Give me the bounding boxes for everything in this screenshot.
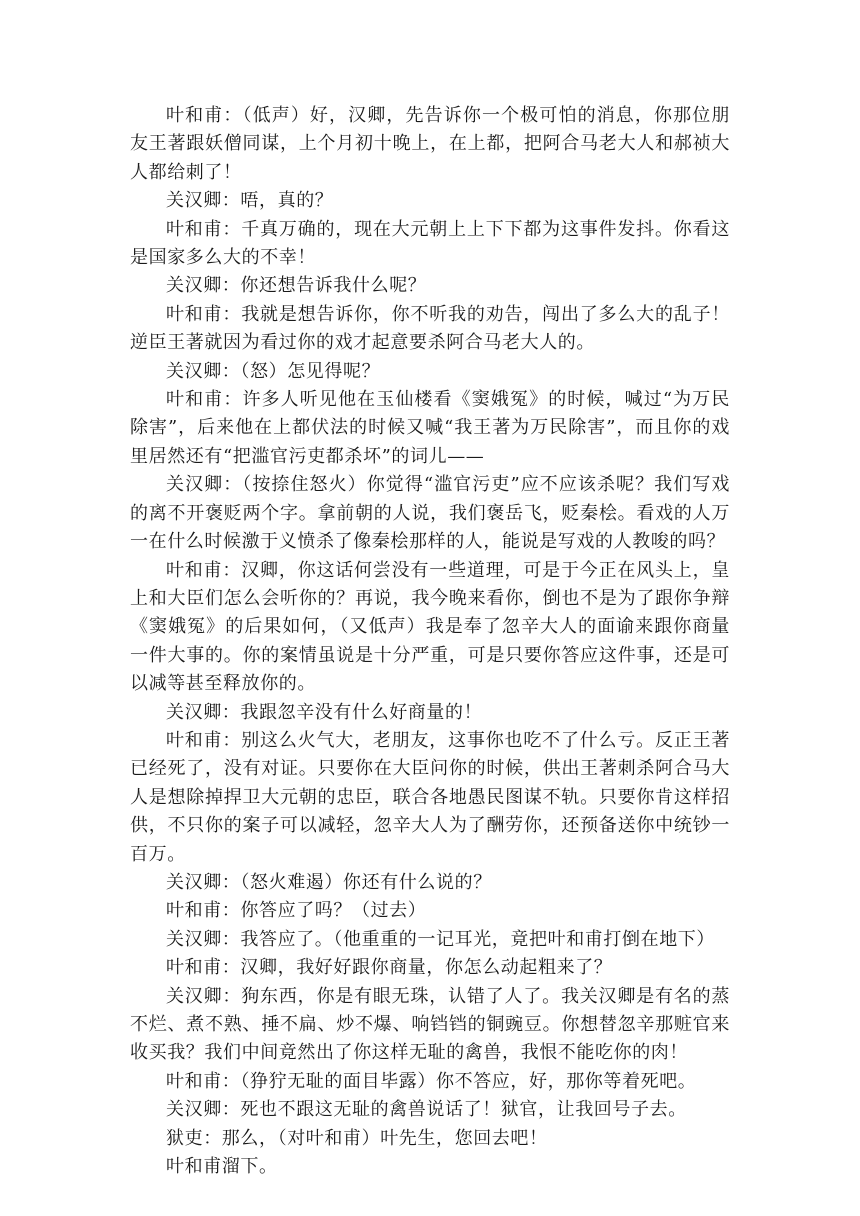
paragraph: 叶和甫溜下。 — [166, 1156, 278, 1178]
paragraph: 叶和甫：千真万确的，现在大元朝上上下下都为这事件发抖。你看这是国家多么大的不幸！ — [130, 218, 730, 269]
script-text — [130, 102, 730, 1181]
paragraph: 叶和甫：汉卿，我好好跟你商量，你怎么动起粗来了？ — [166, 957, 613, 979]
paragraph: 叶和甫：许多人听见他在玉仙楼看《窦娥冤》的时候，喊过“为万民除害”，后来他在上都伏法的时候又喊“我王著为万民除害”，而且你的戏里居然还有“把滥官污吏都杀坏”的词儿—— — [130, 389, 730, 467]
paragraph: 关汉卿：唔，真的？ — [166, 190, 334, 212]
paragraph: 关汉卿：（怒）怎见得呢？ — [166, 360, 381, 382]
paragraph: 关汉卿：我跟忽辛没有什么好商量的！ — [166, 701, 483, 723]
paragraph: 关汉卿：你还想告诉我什么呢？ — [166, 275, 427, 297]
paragraph: 叶和甫：别这么火气大，老朋友，这事你也吃不了什么亏。反正王著已经死了，没有对证。只要你在大臣问你的时候，供出王著刺杀阿合马大人是想除掉捍卫大元朝的忠臣，联合各地愚民图谋不轨。只要你肯这样招供，不只你的案子可以减轻，忽辛大人为了酬劳你，还预备送你中统钞一百万。 — [130, 729, 730, 865]
paragraph: 叶和甫：（低声）好，汉卿，先告诉你一个极可怕的消息，你那位朋友王著跟妖僧同谋，上个月初十晚上，在上都，把阿合马老大人和郝祯大人都给刺了！ — [130, 105, 730, 183]
paragraph: 关汉卿：狗东西，你是有眼无珠，认错了人了。我关汉卿是有名的蒸不烂、煮不熟、捶不扁、炒不爆、响铛铛的铜豌豆。你想替忽辛那赃官来收买我？我们中间竟然出了你这样无耻的禽兽，我恨不能吃你的肉！ — [130, 985, 730, 1064]
paragraph: 关汉卿：我答应了。（他重重的一记耳光，竟把叶和甫打倒在地下） — [166, 928, 715, 950]
paragraph: 关汉卿：（按捺住怒火）你觉得“滥官污吏”应不应该杀呢？我们写戏的离不开褒贬两个字。拿前朝的人说，我们褒岳飞，贬秦桧。看戏的人万一在什么时候激于义愤杀了像秦桧那样的人，能说是写戏的人教唆的吗？ — [130, 474, 730, 553]
paragraph: 关汉卿：死也不跟这无耻的禽兽说话了！狱官，让我回号子去。 — [166, 1099, 687, 1121]
paragraph: 狱吏：那么，（对叶和甫）叶先生，您回去吧！ — [166, 1127, 548, 1149]
paragraph: 叶和甫：你答应了吗？（过去） — [166, 900, 427, 922]
paragraph: 关汉卿：（怒火难遏）你还有什么说的？ — [166, 871, 492, 893]
paragraph: 叶和甫：我就是想告诉你，你不听我的劝告，闯出了多么大的乱子！逆臣王著就因为看过你的戏才起意要杀阿合马老大人的。 — [130, 303, 730, 354]
paragraph: 叶和甫：（狰狞无耻的面目毕露）你不答应，好，那你等着死吧。 — [166, 1070, 697, 1092]
paragraph: 叶和甫：汉卿，你这话何尝没有一些道理，可是于今正在风头上，皇上和大臣们怎么会听你的？再说，我今晚来看你，倒也不是为了跟你争辩《窦娥冤》的后果如何，（又低声）我是奉了忽辛大人的面谕来跟你商量一件大事的。你的案情虽说是十分严重，可是只要你答应这件事，还是可以减等甚至释放你的。 — [130, 559, 730, 695]
